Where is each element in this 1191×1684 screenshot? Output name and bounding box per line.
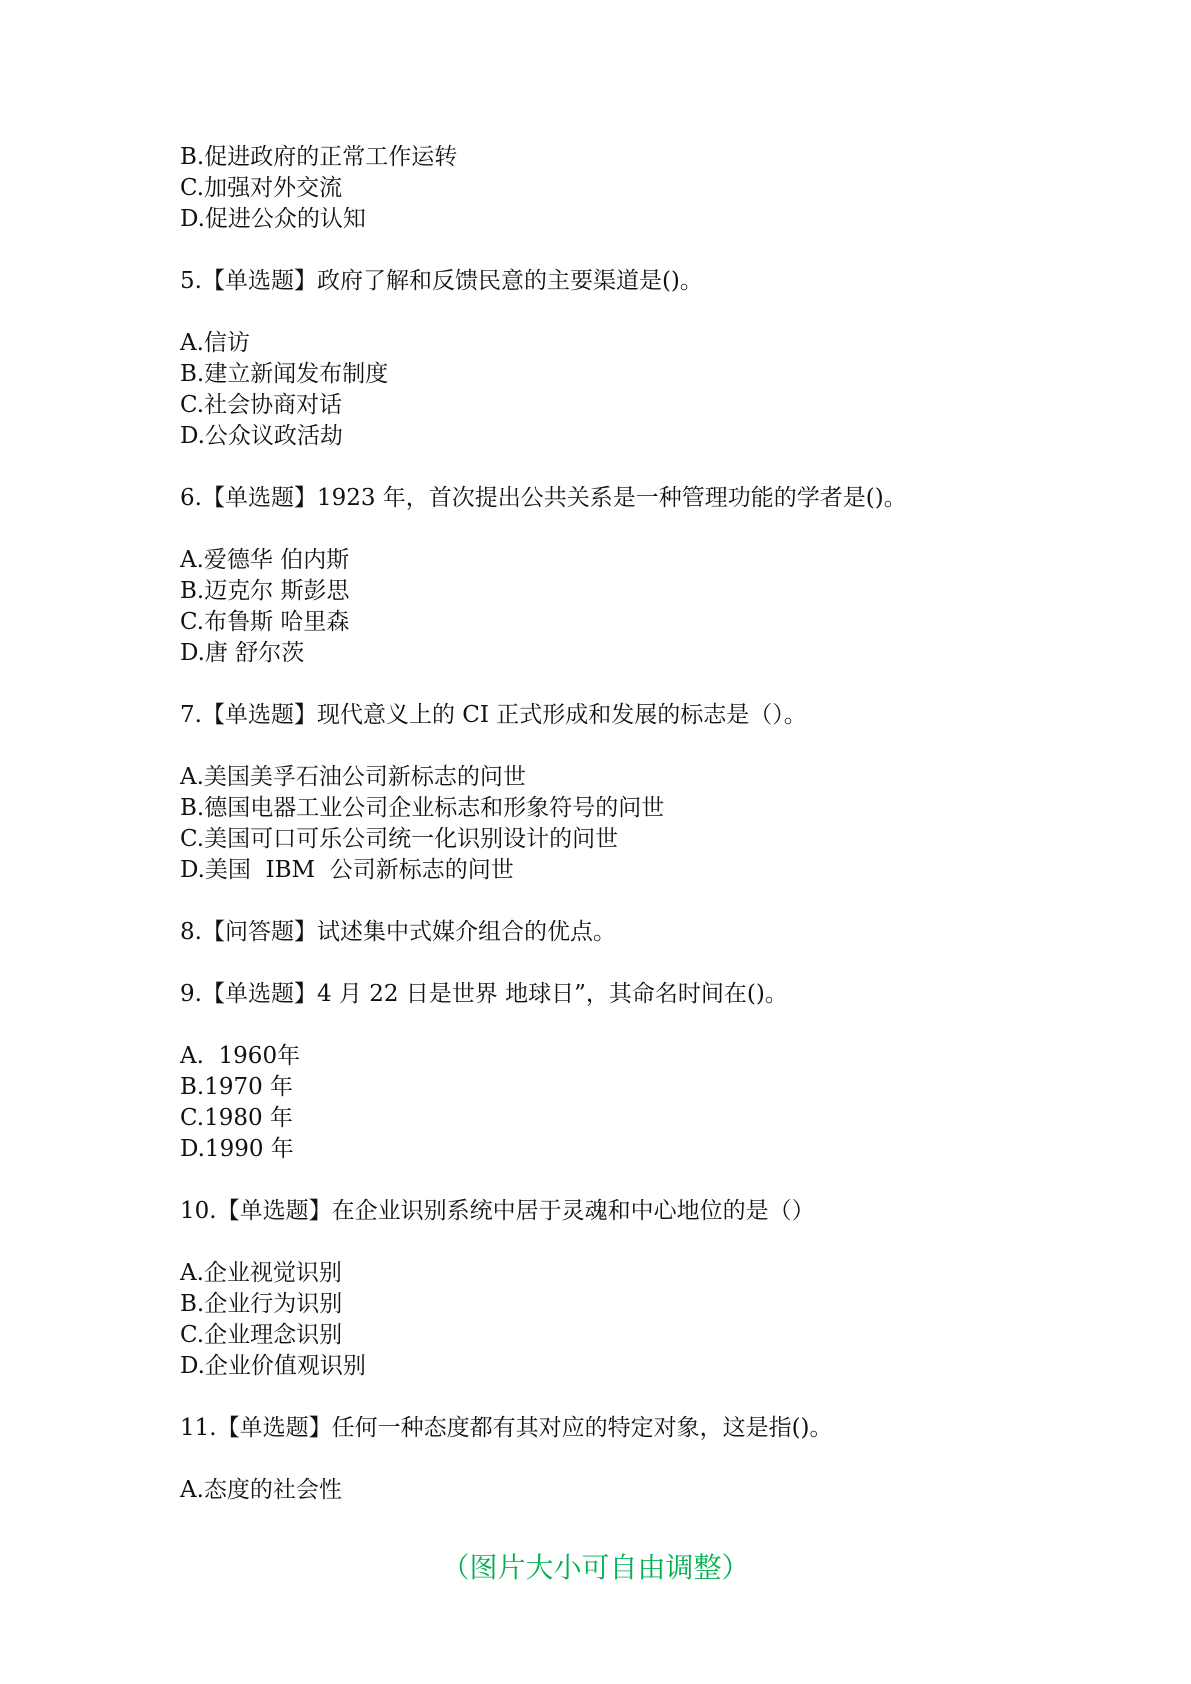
answer-option: A.爱德华 伯内斯 <box>180 547 350 573</box>
answer-option: D.1990 年 <box>180 1136 294 1162</box>
question-title: 5.【单选题】政府了解和反馈民意的主要渠道是()。 <box>180 268 703 294</box>
answer-option: B.建立新闻发布制度 <box>180 361 389 387</box>
answer-option: A.美国美孚石油公司新标志的问世 <box>180 764 526 790</box>
answer-option: C.社会协商对话 <box>180 392 343 418</box>
question-title: 6.【单选题】1923 年，首次提出公共关系是一种管理功能的学者是()。 <box>180 485 907 511</box>
answer-option: B.1970 年 <box>180 1074 294 1100</box>
question-title: 10.【单选题】在企业识别系统中居于灵魂和中心地位的是（） <box>180 1198 815 1224</box>
answer-option: C.加强对外交流 <box>180 175 343 201</box>
answer-option: B.企业行为识别 <box>180 1291 343 1317</box>
answer-option: B.促进政府的正常工作运转 <box>180 144 458 170</box>
answer-option: C.布鲁斯 哈里森 <box>180 609 350 635</box>
answer-option: D.唐 舒尔茨 <box>180 640 305 666</box>
answer-option: A.态度的社会性 <box>180 1477 342 1503</box>
answer-option: A.信访 <box>180 330 250 356</box>
answer-option: D.促进公众的认知 <box>180 206 366 232</box>
document-body <box>180 142 1080 1506</box>
answer-option: C.1980 年 <box>180 1105 293 1131</box>
question-title: 11.【单选题】任何一种态度都有其对应的特定对象，这是指()。 <box>180 1415 833 1441</box>
image-resize-caption: （图片大小可自由调整） <box>441 1551 750 1584</box>
answer-option: D.公众议政活劫 <box>180 423 343 449</box>
answer-option: C.企业理念识别 <box>180 1322 343 1348</box>
answer-option: C.美国可口可乐公司统一化识别设计的问世 <box>180 826 619 852</box>
answer-option: D.美国 IBM 公司新标志的问世 <box>180 857 514 883</box>
answer-option: A. 1960年 <box>180 1043 301 1069</box>
answer-option: B.迈克尔 斯彭思 <box>180 578 350 604</box>
answer-option: A.企业视觉识别 <box>180 1260 342 1286</box>
question-title: 7.【单选题】现代意义上的 CI 正式形成和发展的标志是（）。 <box>180 702 807 728</box>
answer-option: D.企业价值观识别 <box>180 1353 366 1379</box>
answer-option: B.德国电器工业公司企业标志和形象符号的问世 <box>180 795 665 821</box>
question-title: 8.【问答题】试述集中式媒介组合的优点。 <box>180 919 616 945</box>
question-title: 9.【单选题】4 月 22 日是世界 地球日”，其命名时间在()。 <box>180 981 788 1007</box>
